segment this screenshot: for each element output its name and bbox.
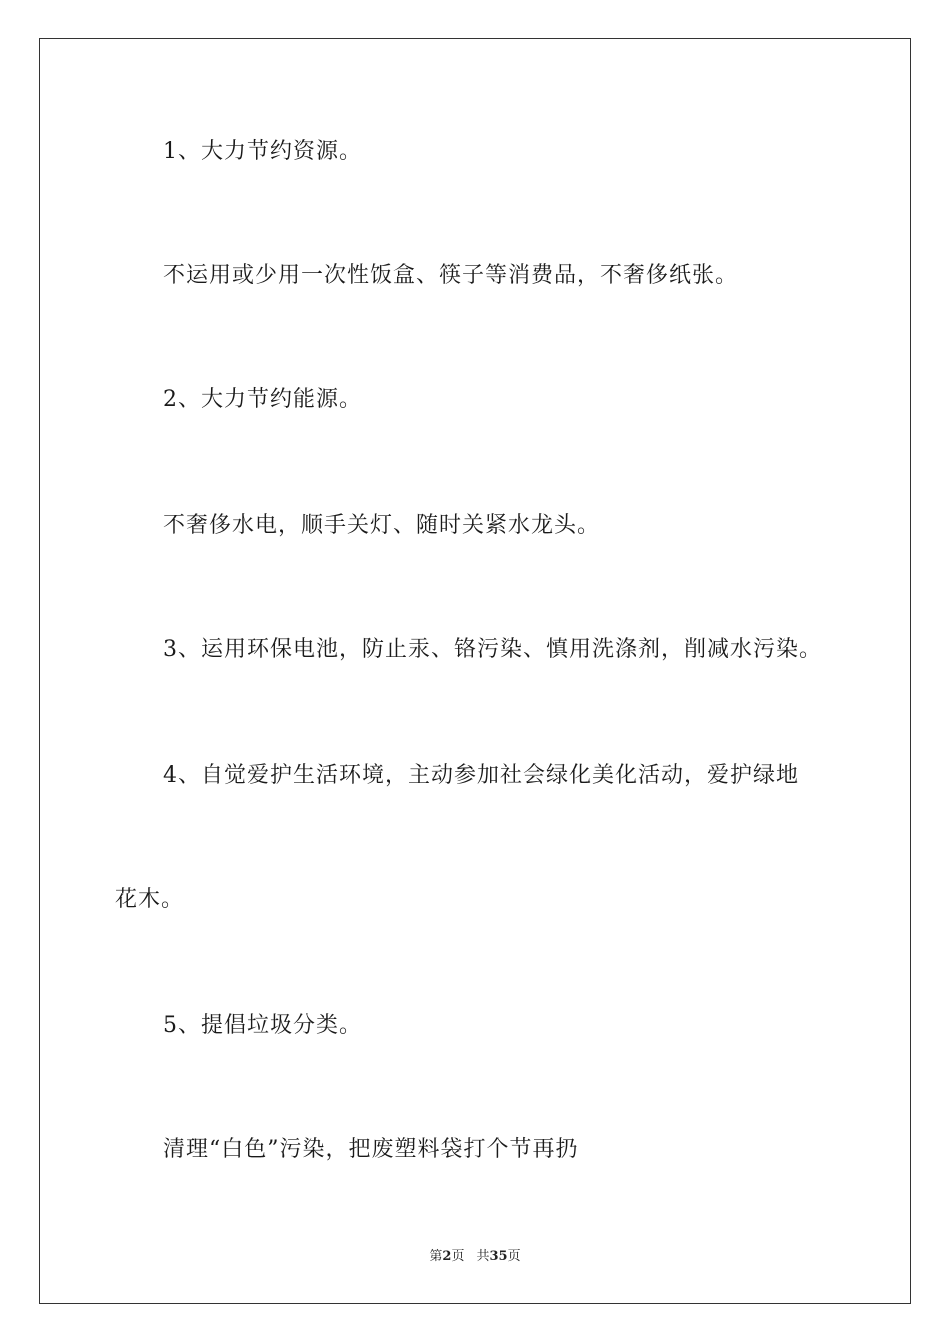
page-number: 2 [442,1249,452,1264]
page-suffix: 页 [451,1249,465,1264]
paragraph-item-1-body: 不运用或少用一次性饭盒、筷子等消费品，不奢侈纸张。 [163,263,739,288]
total-pages: 35 [489,1249,508,1264]
paragraph-item-3: 3、运用环保电池，防止汞、铬污染、慎用洗涤剂，削减水污染。 [163,637,822,662]
paragraph-item-4-line-1: 4、自觉爱护生活环境，主动参加社会绿化美化活动，爱护绿地 [163,763,799,788]
paragraph-item-4-line-2: 花木。 [115,887,185,912]
paragraph-item-2-body: 不奢侈水电，顺手关灯、随时关紧水龙头。 [163,513,601,538]
paragraph-item-5-heading: 5、提倡垃圾分类。 [163,1013,362,1038]
page-footer [0,1248,950,1266]
total-suffix: 页 [507,1249,521,1264]
paragraph-item-5-body: 清理“白色”污染，把废塑料袋打个节再扔 [163,1137,579,1162]
paragraph-item-2-heading: 2、大力节约能源。 [163,387,362,412]
page-border [39,38,911,1304]
total-prefix: 共 [476,1249,490,1264]
page-prefix: 第 [429,1249,443,1264]
paragraph-item-1-heading: 1、大力节约资源。 [163,139,362,164]
